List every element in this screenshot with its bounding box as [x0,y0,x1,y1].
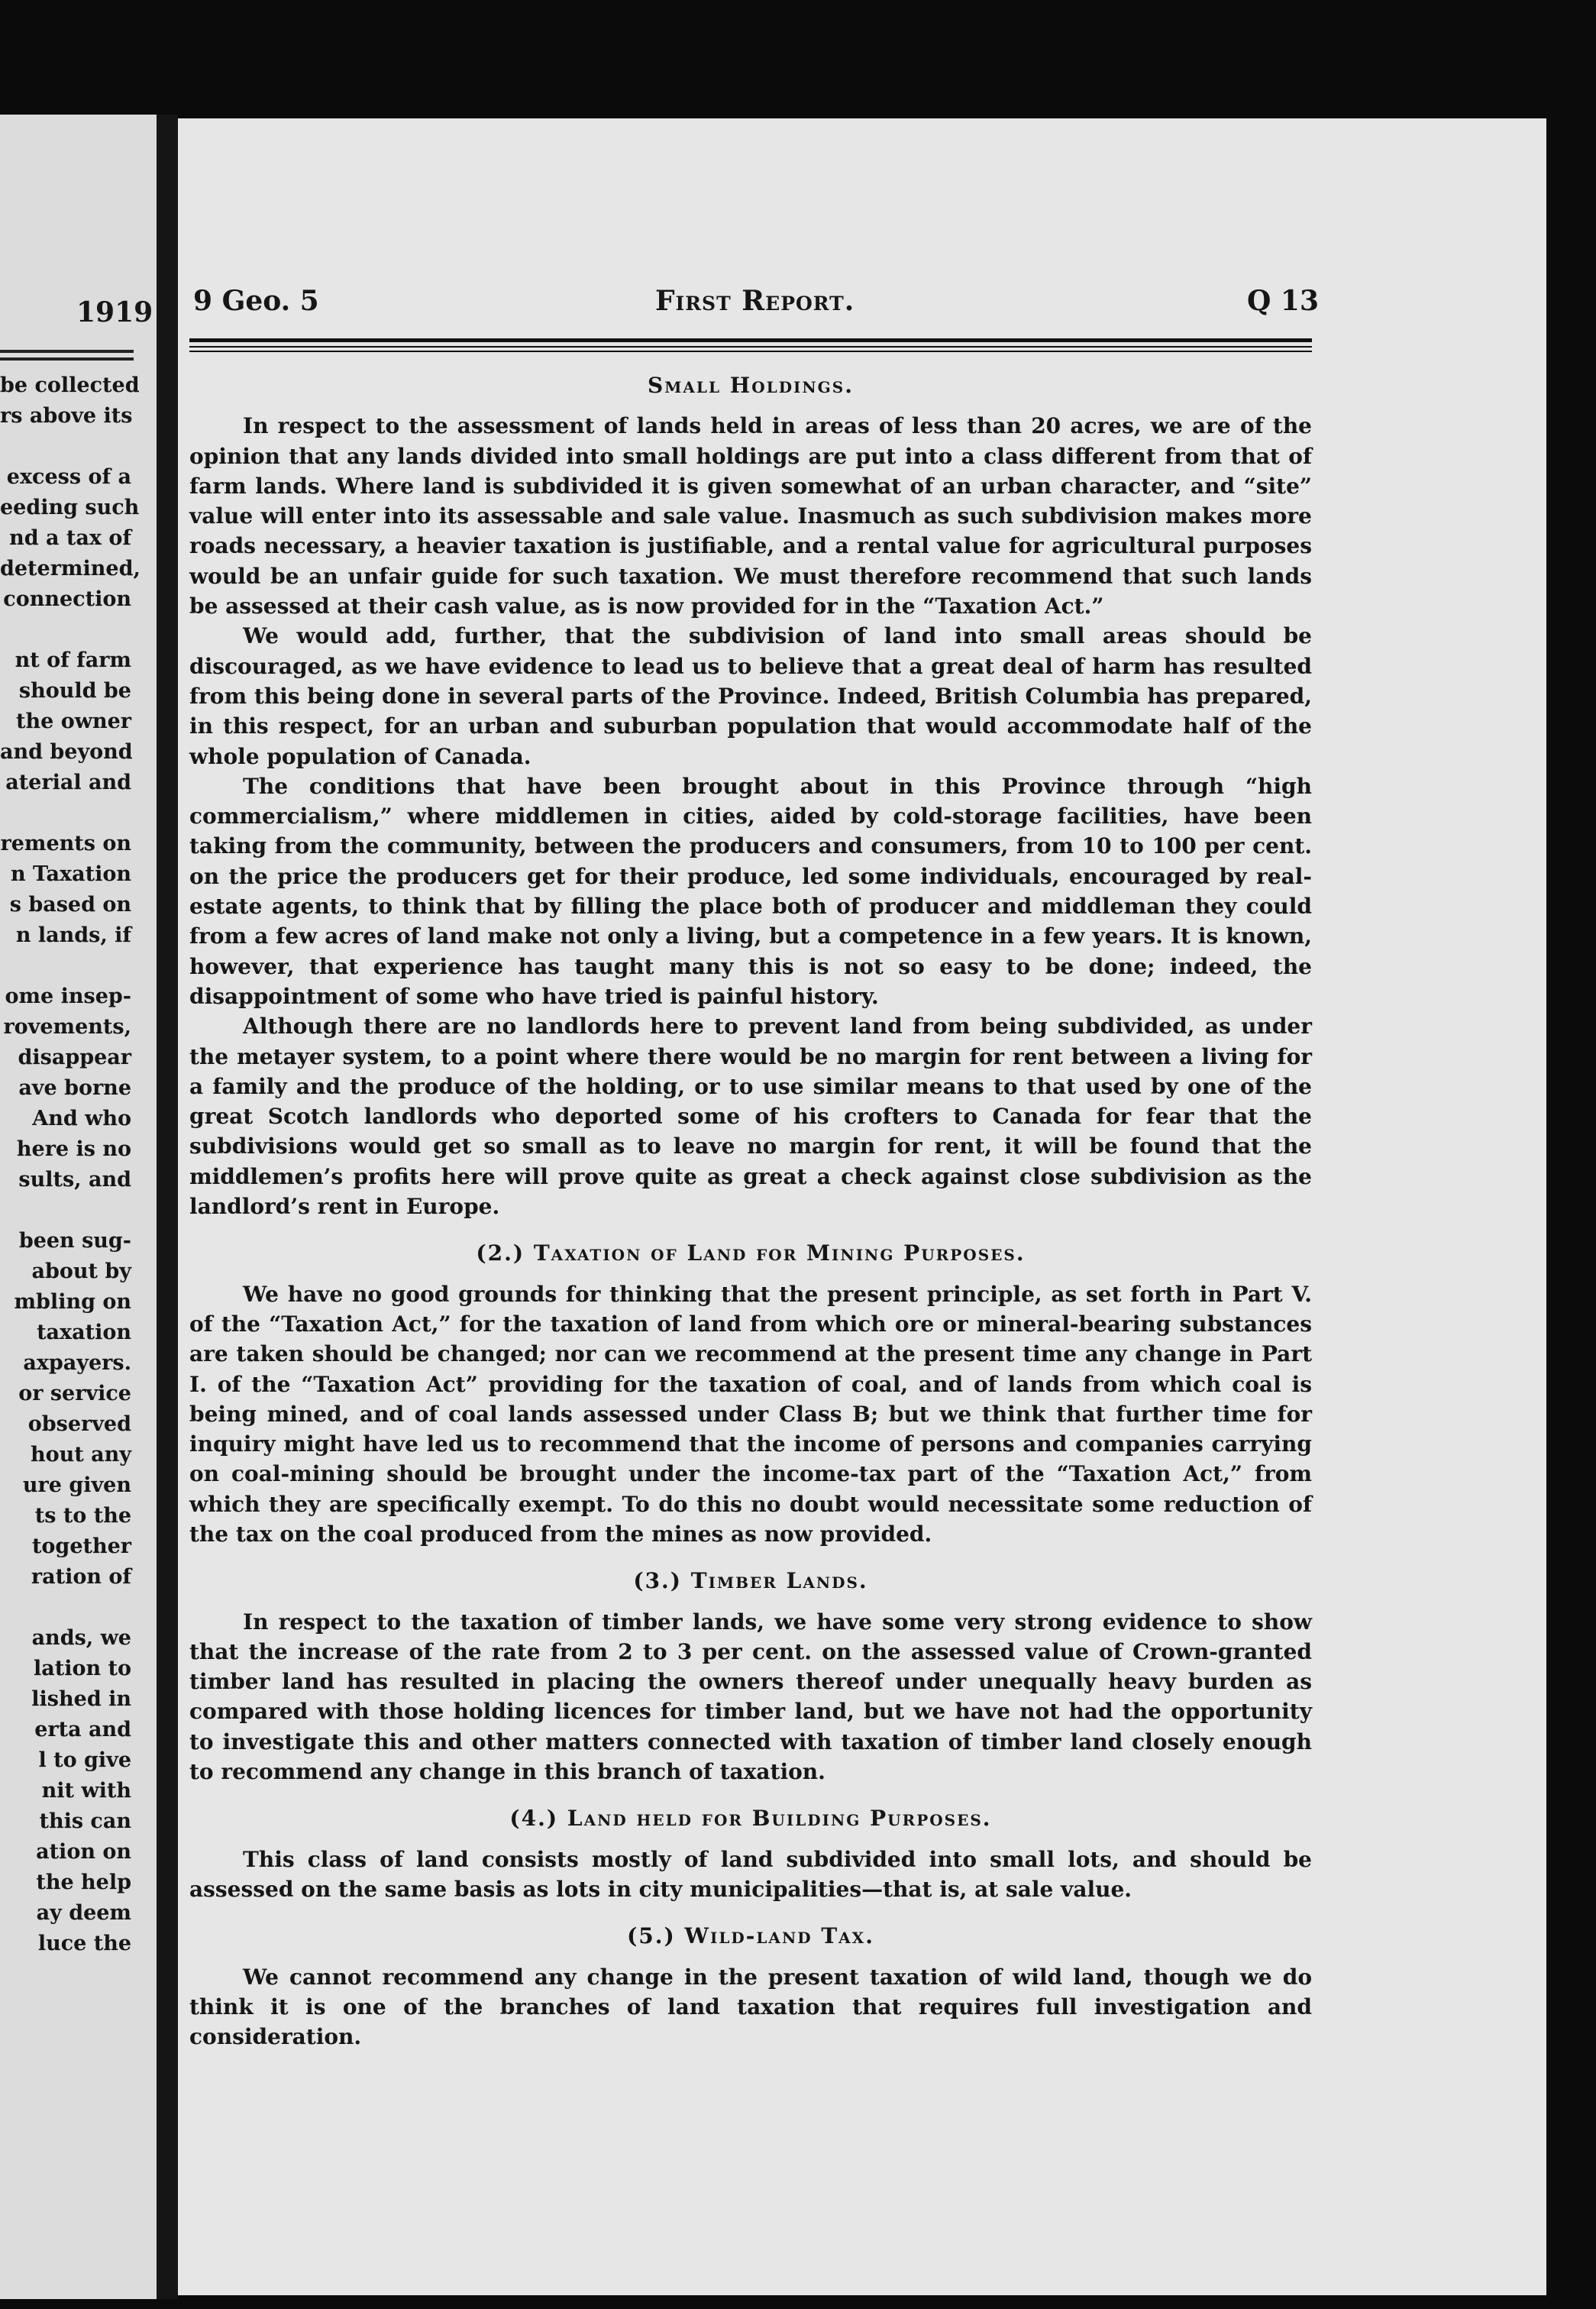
section-paragraph: Although there are no landlords here to prevent land from being subdivided, as under the metayer system, to a point where there would be no margin for rent between a living for a family and the produce of the holding, or to use similar means to that used by one of the great Scotch landlords who deported some of his crofters to Canada for fear that the subdivisions would get so small as to leave no margin for rent, it will be found that the middlemen’s profits here will prove quite as great a check against close subdivision as the landlord’s rent in Europe. [189,1014,1312,1220]
left-page-line: excess of a [6,465,131,489]
left-page-line: should be [18,679,131,703]
left-page-line: nit with [41,1779,131,1803]
left-page-line: the owner [16,710,131,733]
left-page-line: erta and [34,1718,131,1741]
left-page-line: ome insep- [5,985,131,1008]
section-paragraph: This class of land consists mostly of land subdivided into small lots, and should be assessed on the same basis as lots in city municipalities—that is, at sale value. [189,1846,1312,1902]
section-paragraph: In respect to the assessment of lands held in areas of less than 20 acres, we are of the opinion that any lands divided into small holdings are put into a class different from that of farm lands. Where land is subdivided it is given somewhat of an urban character, and “site” value will enter into its assessable and sale value. Inasmuch as such subdivision makes more roads necessary, a heavier taxation is justifiable, and a rental value for agricultural purposes would be an unfair guide for such taxation. We must therefore recommend that such lands be assessed at their cash value, as is now provided for in the “Taxation Act.” [189,413,1312,619]
left-page-line: taxation [37,1321,131,1344]
left-page-line: n Taxation [11,862,131,886]
left-page-line: s based on [9,893,131,917]
left-page-line: connection [3,587,131,611]
page-gutter [157,115,178,2299]
left-page-line: rovements, [3,1015,131,1039]
left-page-line: rs above its [0,404,133,428]
left-page-line: n lands, if [15,923,131,947]
left-page-line: hout any [31,1443,131,1467]
left-page-line: mbling on [14,1290,131,1314]
left-page-line: luce the [37,1932,131,1955]
header-page-number: Q 13 [1247,285,1319,317]
section-paragraph: We cannot recommend any change in the present taxation of wild land, though we do think it is one of the branches of land taxation that requires full investigation and consideration. [189,1964,1312,2050]
left-page-line: And who [32,1107,131,1130]
left-page-line: been sug- [18,1229,131,1253]
left-page-fragment [0,115,157,2299]
left-page-line: rements on [0,832,131,855]
header-rule-thick [189,338,1312,342]
left-page-line: nt of farm [15,648,131,672]
section-heading: (4.) Land held for Building Purposes. [509,1806,992,1832]
left-page-line: sults, and [18,1168,131,1192]
header-session: 9 Geo. 5 [193,285,319,317]
left-page-line: nd a tax of [9,526,131,550]
section-paragraph: We would add, further, that the subdivision of land into small areas should be discouraged, as we have evidence to lead us to believe that a great deal of harm has resulted from this being done in several parts of the Province. Indeed, British Columbia has prepared, in this respect, for an urban and suburban population that would accommodate half of the whole population of Canada. [189,623,1312,769]
left-page-line: ts to the [34,1504,131,1528]
left-page-line: eeding such [0,496,140,519]
left-page-line: about by [31,1260,131,1283]
left-page-line: ands, we [31,1626,131,1650]
left-page-line: determined, [0,557,141,580]
left-page-line: or service [18,1382,131,1405]
left-page-line: aterial and [5,771,131,794]
section-heading: (3.) Timber Lands. [633,1568,868,1594]
main-page [178,118,1546,2295]
left-page-line: observed [27,1412,131,1436]
section-heading: Small Holdings. [648,373,854,398]
left-page-line: ure given [22,1473,131,1497]
left-page-year: 1919 [76,296,153,328]
left-page-line: and beyond [0,740,133,764]
left-page-rule [0,350,134,353]
section-paragraph: In respect to the taxation of timber lands, we have some very strong evidence to show that the increase of the rate from 2 to 3 per cent. on the assessed value of Crown-granted timber land has resulted in placing the owners thereof under unequally heavy burden as compared with those holding licences for timber land, but we have not had the opportunity to investigate this and other matters connected with taxation of timber land closely enough to recommend any change in this branch of taxation. [189,1609,1312,1785]
header-title: First Report. [655,285,855,317]
left-page-line: ave borne [18,1076,131,1100]
left-page-line: the help [36,1871,131,1894]
section-heading: (2.) Taxation of Land for Mining Purposes. [476,1240,1026,1266]
left-page-line: axpayers. [23,1351,131,1375]
left-page-line: here is no [16,1137,131,1161]
header-rule-thin [189,351,1312,352]
report-body [189,370,1312,2068]
left-page-line: ration of [31,1565,131,1589]
left-page-line: ay deem [36,1901,131,1925]
left-page-line: this can [39,1809,131,1833]
page-header [186,285,1484,323]
left-page-line: be collected [0,374,140,397]
section-paragraph: We have no good grounds for thinking that the present principle, as set forth in Part V. of the “Taxation Act,” for the taxation of land from which ore or mineral-bearing substances are taken should be changed; nor can we recommend at the present time any change in Part I. of the “Taxation Act” providing for the taxation of coal, and of lands from which coal is being mined, and of coal lands assessed under Class B; but we think that further time for inquiry might have led us to recommend that the income of persons and companies carrying on coal-mining should be brought under the income-tax part of the “Taxation Act,” from which they are specifically exempt. To do this no doubt would necessitate some reduction of the tax on the coal produced from the mines as now provided. [189,1281,1312,1547]
left-page-line: disappear [18,1046,131,1069]
left-page-rule [0,357,134,361]
left-page-line: together [31,1534,131,1558]
left-page-line: l to give [38,1748,131,1772]
left-page-line: lation to [34,1657,131,1680]
header-rule-thin [189,346,1312,348]
left-page-line: lished in [31,1687,131,1711]
left-page-line: ation on [36,1840,131,1864]
section-heading: (5.) Wild-land Tax. [627,1923,874,1949]
section-paragraph: The conditions that have been brought about in this Province through “high commercialism,” where middlemen in cities, aided by cold-storage facilities, have been taking from the community, between the producers and consumers, from 10 to 100 per cent. on the price the producers get for their produce, led some individuals, encouraged by real-estate agents, to think that by filling the place both of producer and middleman they could from a few acres of land make not only a living, but a competence in a few years. It is known, however, that experience has taught many this is not so easy to be done; indeed, the disappointment of some who have tried is painful history. [189,773,1312,1009]
